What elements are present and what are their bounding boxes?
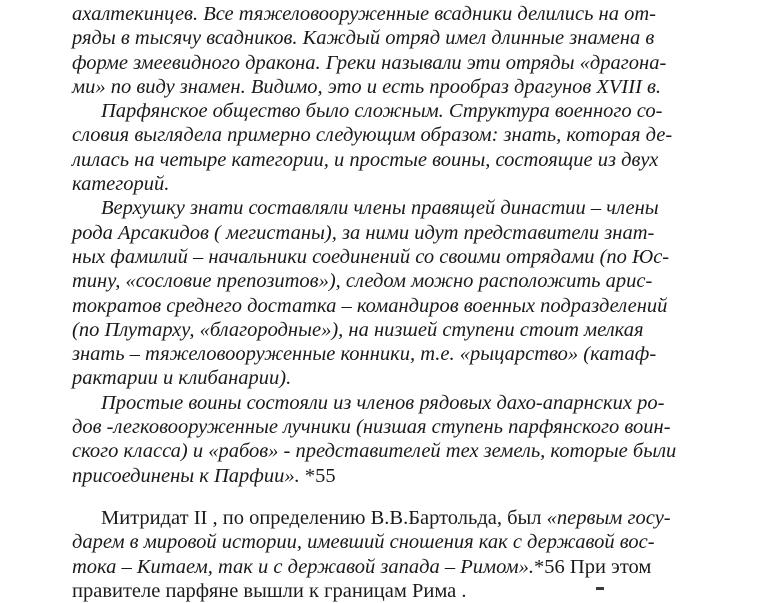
text-line: Верхушку знати составляли члены правящей династии – члены bbox=[101, 197, 659, 220]
final-paragraph-line-3 bbox=[72, 555, 760, 579]
text-line: знать – тяжеловооруженные конники, т.е. «рыцарство» (катаф- bbox=[72, 343, 657, 366]
final-paragraph-line-2: дарем в мировой истории, имевший сношения как с державой вос- bbox=[72, 531, 655, 554]
text-line: ряды в тысячу всадников. Каждый отряд имел длинные знамена в bbox=[72, 27, 655, 50]
final-paragraph-line-4: правителе парфяне вышли к границам Рима . bbox=[72, 579, 467, 602]
text-line: Простые воины состояли из членов рядовых дахо-апарнских ро- bbox=[101, 391, 665, 414]
text-line: лилась на четыре категории, и простые воины, состоящие из двух bbox=[72, 148, 659, 171]
text-line: ского класса) и «рабов» - представителей тех земель, которые были bbox=[72, 440, 677, 463]
footnote-ref-56: *56 При этом bbox=[534, 555, 652, 578]
footnote-ref-55: *55 bbox=[304, 464, 336, 487]
text-line: рактарии и клибанарии). bbox=[72, 367, 292, 390]
text-line: ми» по виду знамен. Видимо, это и есть прообраз драгунов XVIII в. bbox=[72, 75, 662, 98]
text-line: словия выглядела примерно следующим образом: знать, которая де- bbox=[72, 124, 673, 147]
final-line1-italic: «первым госу- bbox=[546, 506, 671, 529]
text-line: Парфянское общество было сложным. Структура военного со- bbox=[101, 100, 663, 123]
text-line: форме змеевидного дракона. Греки называли эти отряды «драгона- bbox=[72, 51, 667, 74]
paragraph-gap bbox=[72, 488, 760, 506]
text-line: тократов среднего достатка – командиров военных подразделений bbox=[72, 294, 668, 317]
text-line: тину, «сословие препозитов»), следом можно расположить арис- bbox=[72, 270, 653, 293]
italic-text-block bbox=[72, 2, 760, 464]
final-line3-italic: тока – Китаем, так и с державой запада – Римом». bbox=[72, 555, 535, 578]
text-line-last-italic bbox=[72, 464, 760, 488]
final-line1-plain: Митридат II , по определению В.В.Бартольда, был bbox=[101, 506, 547, 529]
text-line: дов -легковооруженные лучники (низшая ступень парфянского воин- bbox=[72, 416, 671, 439]
text-line: ахалтекинцев. Все тяжеловооруженные всадники делились на от- bbox=[72, 3, 656, 25]
text-line-content: присоединены к Парфии». bbox=[72, 464, 300, 487]
text-line: (по Плутарху, «благородные»), на низшей ступени стоит мелкая bbox=[72, 318, 644, 341]
text-line: категорий. bbox=[72, 173, 170, 196]
text-line: рода Арсакидов ( мегистаны), за ними идут представители знат- bbox=[72, 221, 655, 244]
text-line: ных фамилий – начальники соединений со своими отрядами (по Юс- bbox=[72, 245, 670, 268]
final-paragraph-line-1 bbox=[72, 506, 760, 530]
